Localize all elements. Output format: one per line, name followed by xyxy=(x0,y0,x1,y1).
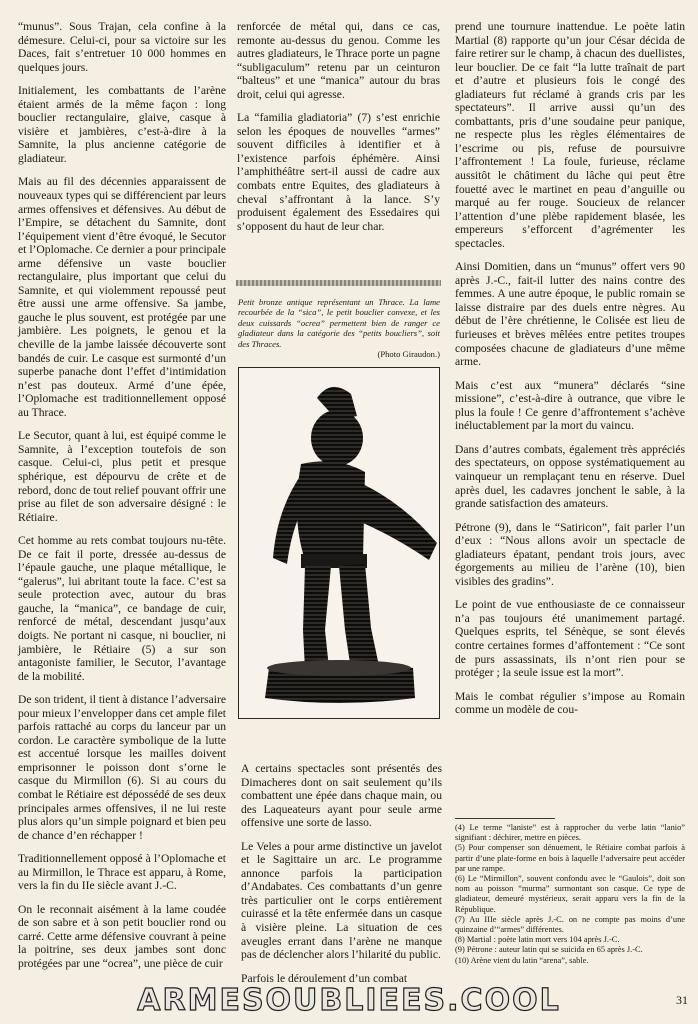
thrace-statuette-photo xyxy=(238,367,440,719)
watermark: ARMESOUBLIEES.COOL xyxy=(137,983,561,1018)
footnote: (9) Pétrone : auteur latin qui se suicida en 65 après J.-C. xyxy=(455,945,643,955)
footnote: (6) Le “Mirmillon”, souvent confondu avec le “Gaulois”, doit son nom au poisson “murma” surmontant son casque. Ce type de gladiateur, demeuré mystérieux, serait apparu vers la fin de la République. xyxy=(455,874,685,914)
footnote: (8) Martial : poète latin mort vers 104 après J.-C. xyxy=(455,935,620,945)
photo-caption xyxy=(238,297,440,359)
paragraph: On le reconnait aisément à la lame coudée de son sabre et à son petit bouclier rond ou carré. Cette arme défensive couvrant à peine la poitrine, ses deux jambes sont donc protégées par une “ocrea”, une pièce de cuir xyxy=(18,902,226,970)
paragraph: Initialement, les combattants de l’arène étaient armés de la même façon : long bouclier rectangulaire, glaive, casque à visière et jambières, c’est-à-dire à la Samnite, la plus ancienne catégorie de gladiateur. xyxy=(18,84,226,165)
paragraph: Parfois le déroulement d’un combat xyxy=(241,971,408,985)
paragraph: Cet homme au rets combat toujours nu-tête. De ce fait il porte, dressée au-dessus de l’épaule gauche, une plaque métallique, le “galerus”, lui abritant toute la face. C’est sa seule protection avec, autour du bras gauche, la “manica”, ce bandage de cuir, renforcé de métal, descendant jusqu’aux doigts. Ne portant ni casque, ni bouclier, ni jambière, le Rétiaire (5) a sur son antagoniste familier, le Secutor, l’avantage de la mobilité. xyxy=(18,534,226,683)
footnote: (7) Au IIIe siècle après J.-C. on ne compte pas moins d’une quinzaine d’“armes” différentes. xyxy=(455,914,685,935)
paragraph: renforcée de métal qui, dans ce cas, remonte au-dessus du genou. Comme les autres gladiateurs, le Thrace porte un pagne “subligaculum” retenu par un ceinturon “balteus” et une “manica” autour du bras droit, celui qui agresse. xyxy=(237,20,440,101)
paragraph: Le point de vue enthousiaste de ce connaisseur n’a pas toujours été unanimement partagé. Quelques esprits, tel Sénèque, se sont élevés contre certaines formes d’affontement : “Ce sont de purs assassinats, ils n’ont rien pour se protéger ; la seule issue est la mort”. xyxy=(455,598,685,680)
footnote-rule xyxy=(455,818,555,819)
paragraph: Pétrone (9), dans le “Satiricon”, fait parler l’un d’eux : “Nous allons avoir un spectacle de gladiateurs épatant, pendant trois jours, avec égorgements au milieu de l’arène (10), bien visibles des gradins”. xyxy=(455,520,685,588)
paragraph: A certains spectacles sont présentés des Dimacheres dont on sait seulement qu’ils combattent une épée dans chaque main, ou des Laqueateurs ayant pour seule arme offensive une sorte de lasso. xyxy=(241,762,442,830)
paragraph: Dans d’autres combats, également très appréciés des spectateurs, on oppose systématiquement au vainqueur un remplaçant tenu en réserve. Duel après duel, les cadavres jonchent le sable, à la grande satisfaction des amateurs. xyxy=(455,442,685,511)
footnote: (5) Pour compenser son dénuement, le Rétiaire combat parfois à partir d’une plate-forme en bois à laquelle l’adversaire peut accéder par une rampe. xyxy=(455,843,685,873)
paragraph: Mais le combat régulier s’impose au Romain comme un modèle de cou- xyxy=(455,689,685,717)
paragraph: Mais au fil des décennies apparaissent de nouveaux types qui se différencient par leurs armes offensives et défensives. Au début de l’Empire, se détachent du Samnite, dont l’équipement vient d’être évoqué, le Secutor et l’Oplomache. Ce dernier a pour principale arme défensive un vaste bouclier rectangulaire, plus important que celui du Samnite, et qui violemment repoussé peut être aussi une arme offensive. Sa jambe, gauche le plus souvent, est protégée par une jambière. Les poignets, le genou et la cheville de la jambe laissée découverte sont bandés de cuir. Le casque est surmonté d’un superbe panache dont l’effet d’intimidation n’est pas douteux. Armé d’une épée, l’Oplomache est traditionnellement opposé au Thrace. xyxy=(18,175,226,419)
footnote: (4) Le terme “laniste” est à rapprocher du verbe latin “lanio” signifiant : déchirer, mettre en pièces. xyxy=(455,823,685,843)
caption-text: Petit bronze antique représentant un Thrace. La lame recourbée de la “sica”, le petit bouclier convexe, et les deux cuissards “ocrea” permettent bien de ranger ce gladiateur dans la catégorie des “petits boucliers”, soit des Thraces. xyxy=(238,297,440,349)
paragraph: De son trident, il tient à distance l’adversaire pour mieux l’envelopper dans cet ample filet parfois rattaché au corps du lanceur par un cordon. Le caractère symbolique de la lutte est accentué lorsque les mailles doivent emprisonner le poisson dont s’orne le casque du Mirmillon (6). Si au cours du combat le Rétiaire est dépossédé de ses deux principales armes offensives, il ne lui reste plus alors qu’un simple poignard et bien peu de chance d’en réchapper ! xyxy=(18,693,226,842)
paragraph: prend une tournure inattendue. Le poète latin Martial (8) rapporte qu’un jour César décida de faire retirer sur le champ, à chacun des duellistes, leur bouclier. De ce fait “la lutte traînait de part et d’autre et plusieurs fois le congé des gladiateurs fut réclamé à grands cris par les spectateurs”. Il arrive aussi qu’un des combattants, pris d’une soudaine peur panique, ne respecte plus les règles élémentaires de l’escrime ou pis, refuse de poursuivre l’affrontement ! La foule, furieuse, réclame aussitôt le châtiment du lâche qui peut être fouetté avec le martinet en peau d’anguille ou marqué au fer rouge. Soucieux de relancer l’attention d’une plèbe rapidement blasée, les empereurs s’efforcent d’agrémenter les spectacles. xyxy=(455,20,685,250)
divider xyxy=(236,280,441,286)
text-column-left xyxy=(18,20,226,981)
text-column-middle-bottom xyxy=(241,762,442,995)
text-column-middle-top xyxy=(237,20,440,243)
paragraph: Traditionnellement opposé à l’Oplomache et au Mirmillon, le Thrace est apparu, à Rome, vers la fin du IIe siècle avant J.-C. xyxy=(18,852,226,893)
text-column-right xyxy=(455,20,685,727)
footnote: (10) Arène vient du latin “arena”, sable. xyxy=(455,955,589,965)
footnotes xyxy=(455,823,685,966)
paragraph: Mais c’est aux “munera” déclarés “sine missione”, c’est-à-dire à outrance, que vibre le plus la foule ! Ce genre d’affrontement s’achève inéluctablement par la mort du vaincu. xyxy=(455,378,685,433)
paragraph: “munus”. Sous Trajan, cela confine à la démesure. Celui-ci, pour sa victoire sur les Daces, fait s’entretuer 10 000 hommes en quelques jours. xyxy=(18,20,226,74)
paragraph: La “familia gladiatoria” (7) s’est enrichie selon les époques de nouvelles “armes” souvent difficiles à identifier et à l’existence parfois éphémère. Ainsi l’amphithéâtre sert-il aussi de cadre aux combats entre Equites, des gladiateurs à cheval s’affrontant à la lance. S’y produisent également des Essedaires qui s’opposent du haut de leur char. xyxy=(237,111,440,233)
paragraph: Le Veles a pour arme distinctive un javelot et le Sagittaire un arc. Le programme annonce parfois la participation d’Andabates. Ces combattants d’un genre très particulier ont le corps entièrement cuirassé et la tête enfermée dans un casque à visière pleine. La situation de ces aveugles errant dans l’arène ne manque pas de déclencher alors l’hilarité du public. xyxy=(241,839,442,962)
page-number: 31 xyxy=(676,993,688,1007)
paragraph: Le Secutor, quant à lui, est équipé comme le Samnite, à l’exception toutefois de son casque. Celui-ci, plus petit et presque sphérique, est dépourvu de crête et de rebord, donc de tout relief pouvant offrir une prise au filet de son adversaire désigné : le Rétiaire. xyxy=(18,429,226,524)
photo-credit: (Photo Giraudon.) xyxy=(377,349,440,360)
paragraph: Ainsi Domitien, dans un “munus” offert vers 90 après J.-C., fait-il lutter des nains contre des femmes. A une autre époque, le public romain se laisse distraire par des duels entre nègres. Au début de l’ère chrétienne, le Colisée est lieu de furieuses et brèves mêlées entre petites troupes composées chacune de gladiateurs d’une même arme. xyxy=(455,260,685,369)
thrace-statuette-icon xyxy=(239,368,439,718)
